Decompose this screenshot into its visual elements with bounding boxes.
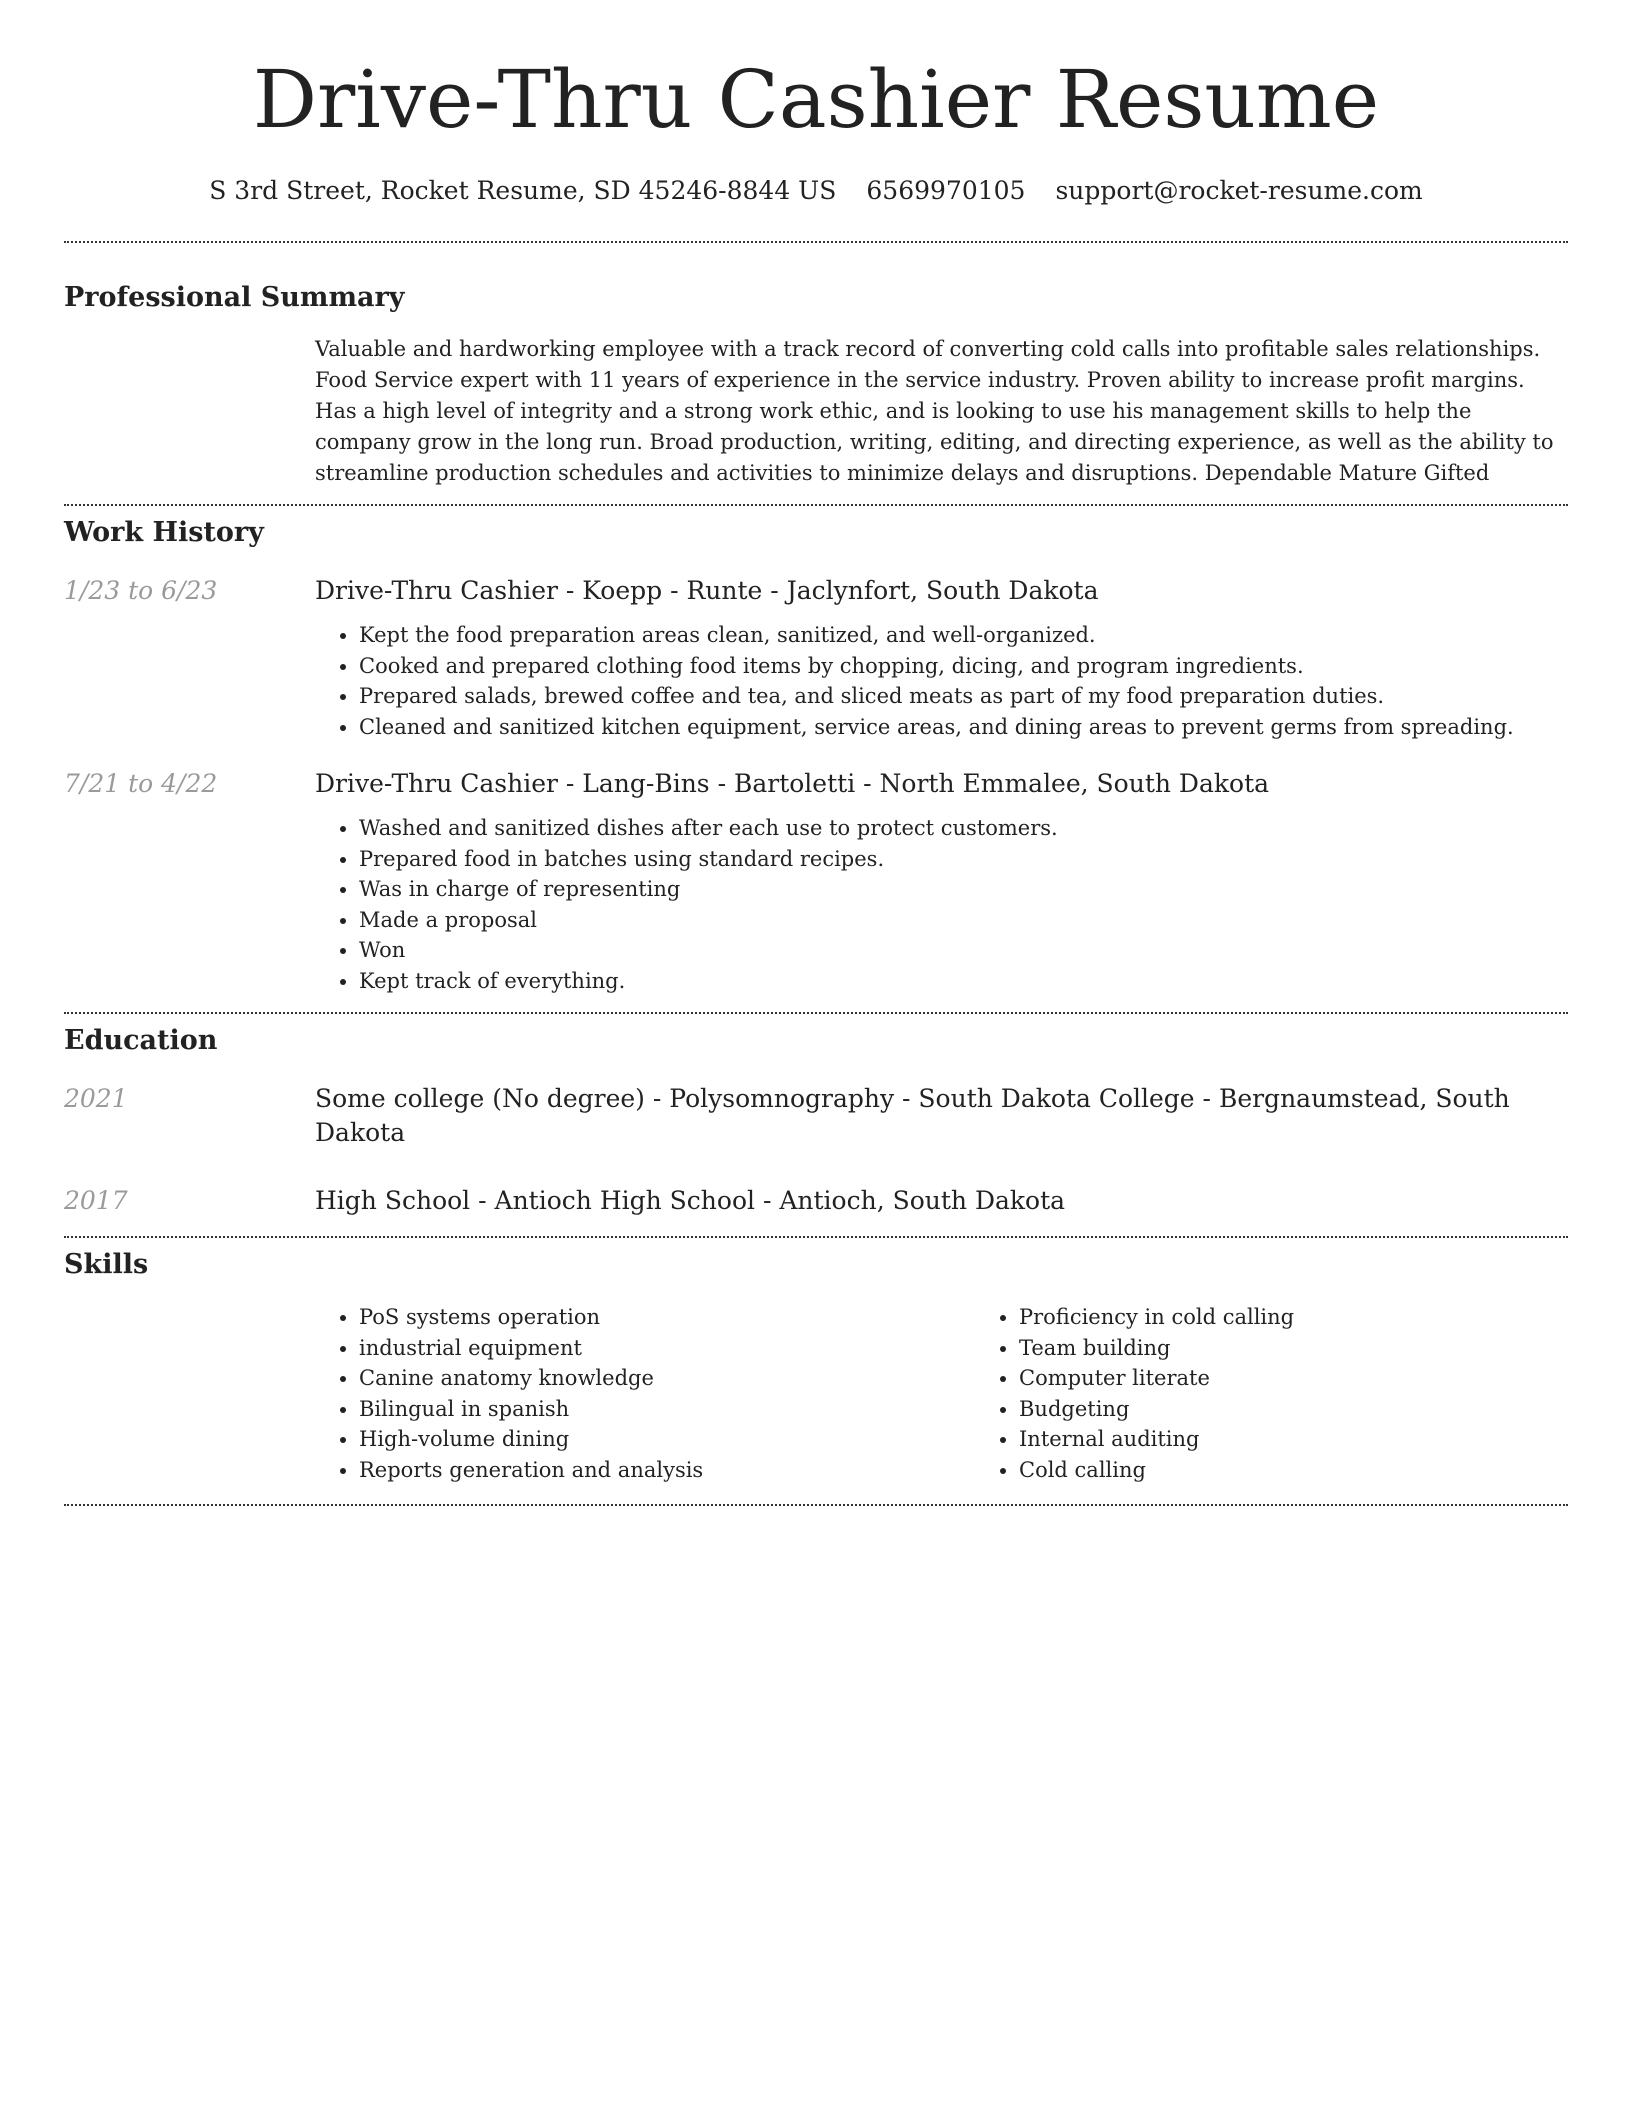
section-title-work: Work History (64, 517, 264, 548)
list-item: • Kept the food preparation areas clean, sanitized, and well-organized. (359, 620, 1568, 651)
skills-section (64, 1248, 1568, 1485)
job-entry (64, 574, 1568, 742)
education-entry (64, 1184, 1568, 1218)
section-title-skills: Skills (64, 1249, 149, 1280)
list-item: • Made a proposal (359, 905, 1568, 936)
work-history-section (64, 516, 1568, 996)
job-bullets (315, 620, 1568, 742)
list-item: • Cleaned and sanitized kitchen equipment, service areas, and dining areas to prevent germs from spreading. (359, 712, 1568, 743)
job-title: Drive-Thru Cashier - Koepp - Runte - Jaclynfort, South Dakota (315, 576, 1099, 605)
divider (64, 504, 1568, 506)
section-title-education: Education (64, 1025, 218, 1056)
education-school: - South Dakota College - Bergnaumstead, South Dakota (315, 1084, 1510, 1147)
education-year: 2017 (64, 1186, 128, 1215)
education-section (64, 1024, 1568, 1218)
section-title-summary: Professional Summary (64, 282, 405, 313)
list-item: • High-volume dining (359, 1424, 975, 1455)
education-degree: Some college (No degree) - Polysomnography (315, 1084, 895, 1113)
resume-title: Drive-Thru Cashier Resume (252, 53, 1380, 146)
job-entry (64, 767, 1568, 996)
list-item: • PoS systems operation (359, 1302, 975, 1333)
education-school: - Antioch High School - Antioch, South Dakota (470, 1186, 1066, 1215)
contact-address: S 3rd Street, Rocket Resume, SD 45246-8844 US (209, 176, 837, 205)
list-item: • Bilingual in spanish (359, 1394, 975, 1425)
summary-text: Valuable and hardworking employee with a track record of converting cold calls into profitable sales relationships. Food Service expert with 11 years of experience in the service industry. Proven ability to increase profit margins. Has a high level of integrity and a strong work ethic, and is looking to use his management skills to help the company grow in the long run. Broad production, writing, editing, and directing experience, as well as the ability to streamline production schedules and activities to minimize delays and disruptions. Dependable Mature Gifted (315, 337, 1554, 485)
skills-column-left (315, 1302, 975, 1485)
resume-page (64, 0, 1568, 1506)
job-dates: 1/23 to 6/23 (64, 576, 218, 605)
skills-column-right (975, 1302, 1632, 1485)
education-year: 2021 (64, 1084, 128, 1113)
list-item: • Computer literate (1019, 1363, 1632, 1394)
list-item: • Reports generation and analysis (359, 1455, 975, 1486)
summary-section (64, 281, 1568, 489)
list-item: • Canine anatomy knowledge (359, 1363, 975, 1394)
education-degree: High School (315, 1186, 471, 1215)
divider (64, 1012, 1568, 1014)
contact-email: support@rocket-resume.com (1055, 176, 1423, 205)
job-dates: 7/21 to 4/22 (64, 769, 218, 798)
education-entry (64, 1082, 1568, 1150)
list-item: • Washed and sanitized dishes after each use to protect customers. (359, 813, 1568, 844)
list-item: • Internal auditing (1019, 1424, 1632, 1455)
list-item: • Budgeting (1019, 1394, 1632, 1425)
divider (64, 1236, 1568, 1238)
divider (64, 241, 1568, 243)
list-item: • Cooked and prepared clothing food items by chopping, dicing, and program ingredients. (359, 651, 1568, 682)
contact-line (64, 174, 1568, 208)
job-bullets (315, 813, 1568, 996)
list-item: • Prepared food in batches using standard recipes. (359, 844, 1568, 875)
contact-phone: 6569970105 (866, 176, 1026, 205)
list-item: • industrial equipment (359, 1333, 975, 1364)
list-item: • Team building (1019, 1333, 1632, 1364)
skills-list (315, 1302, 1632, 1485)
list-item: • Was in charge of representing (359, 874, 1568, 905)
list-item: • Kept track of everything. (359, 966, 1568, 997)
list-item: • Proficiency in cold calling (1019, 1302, 1632, 1333)
list-item: • Cold calling (1019, 1455, 1632, 1486)
job-title: Drive-Thru Cashier - Lang-Bins - Bartoletti - North Emmalee, South Dakota (315, 769, 1270, 798)
divider (64, 1504, 1568, 1506)
list-item: • Prepared salads, brewed coffee and tea, and sliced meats as part of my food preparation duties. (359, 681, 1568, 712)
list-item: • Won (359, 935, 1568, 966)
